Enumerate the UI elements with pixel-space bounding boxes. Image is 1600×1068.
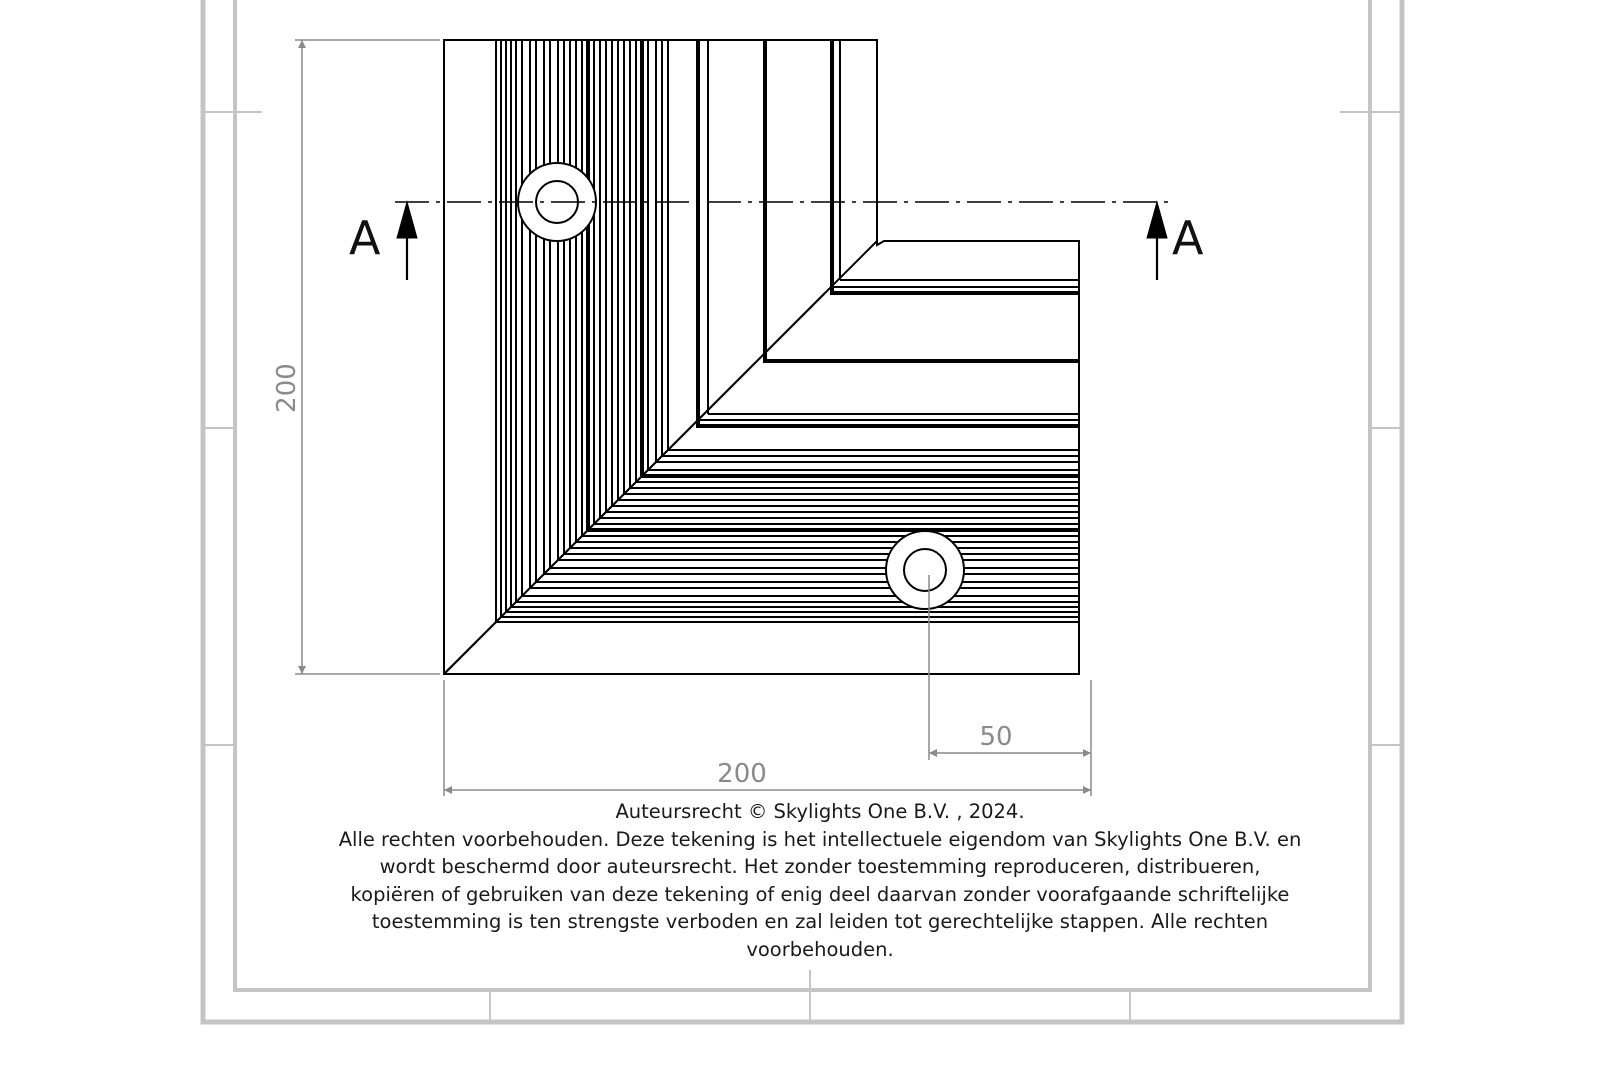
dimension-width: 200 <box>717 759 767 789</box>
rights-text-line: wordt beschermd door auteursrecht. Het zonder toestemming reproduceren, distribueren, <box>379 855 1261 879</box>
copyright-notice <box>300 798 1340 964</box>
rights-text-line: voorbehouden. <box>746 937 894 961</box>
corner-profile <box>444 40 1079 674</box>
rights-text-line: Alle rechten voorbehouden. Deze tekening is het intellectuele eigendom van Skylights One B.V. en <box>338 827 1302 851</box>
copyright-line: Auteursrecht © Skylights One B.V. , 2024. <box>615 800 1025 823</box>
dimension-height: 200 <box>272 363 302 413</box>
dimension-offset: 50 <box>979 722 1013 752</box>
mounting-hole-bottom <box>886 531 964 609</box>
rights-text-line: kopiëren of gebruiken van deze tekening of enig deel daarvan zonder voorafgaande schriftelijke <box>350 882 1290 906</box>
section-marker-left: A <box>349 211 381 265</box>
rights-text-line: toestemming is ten strengste verboden en zal leiden tot gerechtelijke stappen. Alle rechten <box>371 910 1269 934</box>
section-marker-right: A <box>1172 211 1204 265</box>
dimension-lines <box>295 40 1091 796</box>
